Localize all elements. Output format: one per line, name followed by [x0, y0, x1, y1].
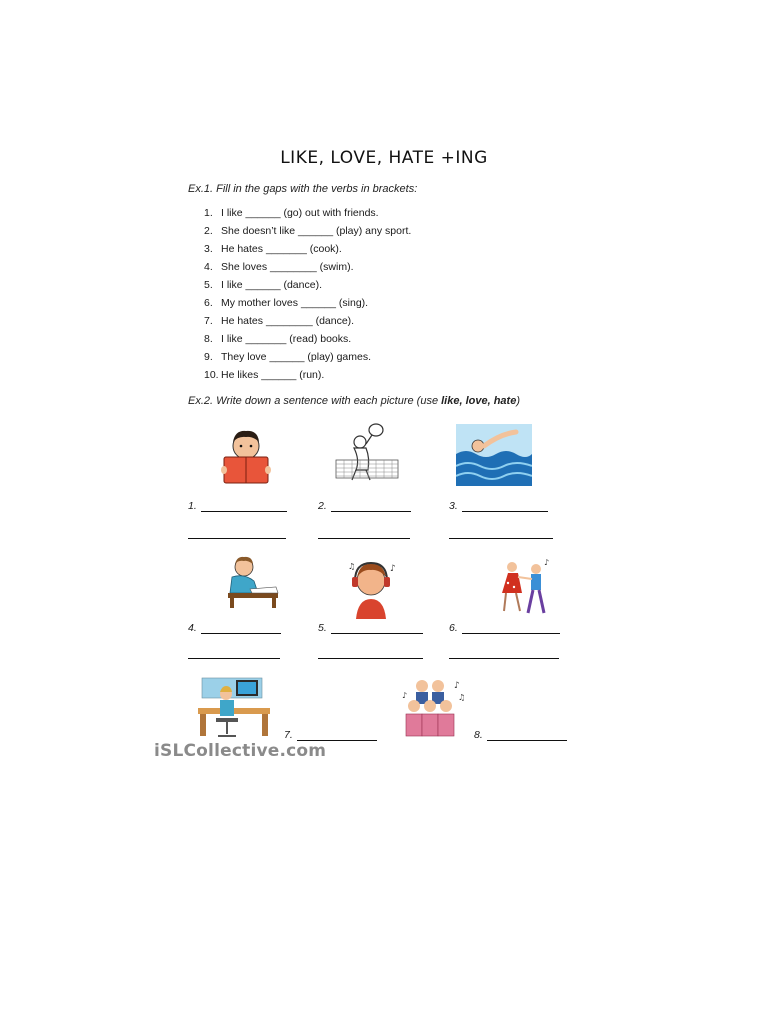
computer-kids-picture: [196, 674, 272, 740]
answer-line: [188, 538, 286, 539]
tennis-player-picture: [332, 420, 402, 486]
list-item: 10. He likes ______ (run).: [204, 369, 325, 381]
list-item: 4. She loves ________ (swim).: [204, 261, 354, 273]
list-item: 2. She doesn’t like ______ (play) any sport.: [204, 225, 412, 237]
watermark-logo: iSLCollective.com: [154, 741, 327, 761]
swimmer-picture: [456, 424, 532, 486]
answer-line: [449, 538, 553, 539]
answer-line: [188, 658, 280, 659]
answer-5: 5.: [318, 622, 423, 634]
dancing-couple-picture: [496, 557, 556, 619]
answer-6: 6.: [449, 622, 560, 634]
answer-2: 2.: [318, 500, 411, 512]
list-item: 6. My mother loves ______ (sing).: [204, 297, 369, 309]
exercise-1-instructions: Ex.1. Fill in the gaps with the verbs in brackets:: [188, 183, 418, 195]
answer-1: 1.: [188, 500, 287, 512]
list-item: 1. I like ______ (go) out with friends.: [204, 207, 379, 219]
svg-text:♪: ♪: [454, 681, 460, 691]
answer-line: [318, 658, 423, 659]
svg-text:♪: ♪: [402, 691, 408, 700]
answer-line: [449, 658, 559, 659]
headphones-listener-picture: [346, 559, 400, 621]
svg-text:♫: ♫: [348, 562, 356, 571]
answer-7: 7.: [284, 729, 377, 741]
answer-3: 3.: [449, 500, 548, 512]
exercise-2-instructions: Ex.2. Write down a sentence with each picture (use like, love, hate): [188, 395, 520, 407]
list-item: 9. They love ______ (play) games.: [204, 351, 371, 363]
answer-8: 8.: [474, 729, 567, 741]
worksheet-title: LIKE, LOVE, HATE +ING: [280, 148, 488, 168]
answer-4: 4.: [188, 622, 281, 634]
boy-reading-picture: [218, 424, 274, 486]
list-item: 7. He hates ________ (dance).: [204, 315, 355, 327]
boy-studying-picture: [220, 553, 280, 609]
svg-text:♪: ♪: [390, 564, 396, 574]
exercise-1-list: [204, 206, 411, 386]
list-item: 5. I like ______ (dance).: [204, 279, 322, 291]
list-item: 8. I like _______ (read) books.: [204, 333, 352, 345]
list-item: 3. He hates _______ (cook).: [204, 243, 342, 255]
svg-text:♪: ♪: [544, 558, 550, 567]
answer-line: [318, 538, 410, 539]
choir-singers-picture: [400, 676, 468, 740]
svg-text:♫: ♫: [458, 693, 466, 702]
